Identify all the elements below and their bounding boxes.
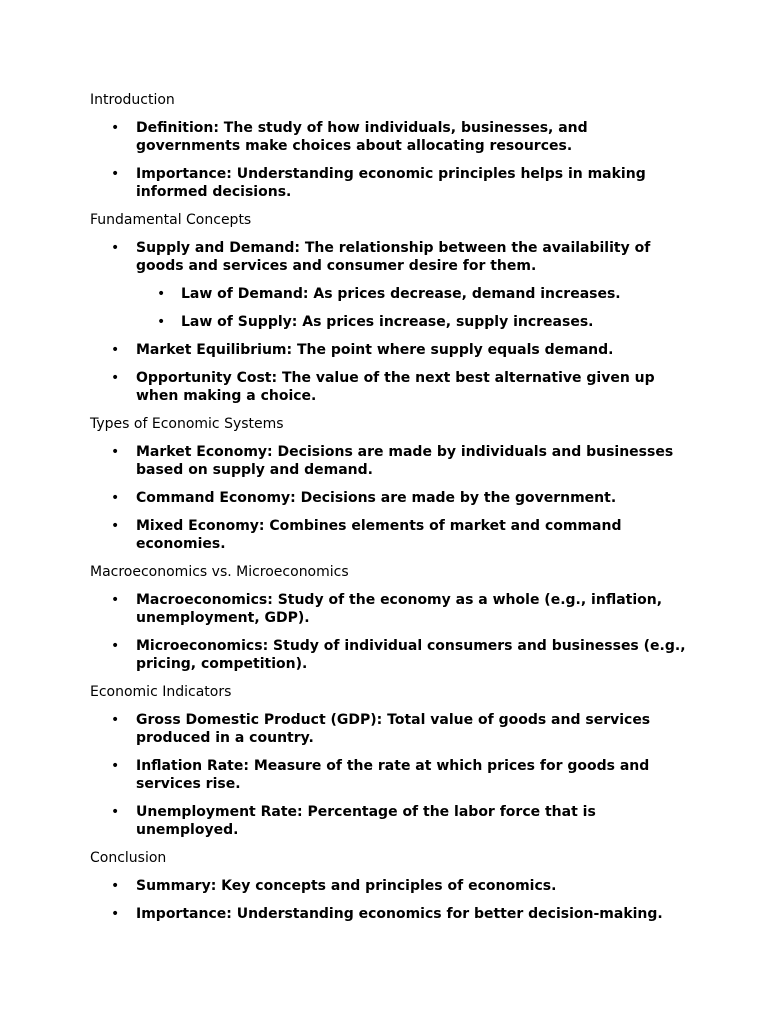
bullet-list-macro-vs-micro (90, 591, 690, 673)
bullet-list-introduction (90, 119, 690, 201)
list-item: • Market Equilibrium: The point where supply equals demand. (90, 341, 690, 359)
list-item: • Macroeconomics: Study of the economy as a whole (e.g., inflation, unemployment, GDP). (90, 591, 690, 627)
list-item: • Mixed Economy: Combines elements of market and command economies. (90, 517, 690, 553)
list-item: • Market Economy: Decisions are made by individuals and businesses based on supply and demand. (90, 443, 690, 479)
list-item: • Inflation Rate: Measure of the rate at which prices for goods and services rise. (90, 757, 690, 793)
list-item: • Summary: Key concepts and principles of economics. (90, 877, 690, 895)
sub-bullet-list (136, 285, 690, 331)
list-item: • Importance: Understanding economics for better decision-making. (90, 905, 690, 923)
list-item-text: Supply and Demand: The relationship between the availability of goods and services and consumer desire for them. (136, 240, 651, 274)
section-heading-fundamental-concepts: Fundamental Concepts (90, 212, 252, 228)
document-content (90, 91, 690, 933)
bullet-list-economic-systems (90, 443, 690, 553)
section-heading-economic-indicators: Economic Indicators (90, 684, 232, 700)
section-heading-macro-vs-micro: Macroeconomics vs. Microeconomics (90, 564, 349, 580)
section-heading-economic-systems: Types of Economic Systems (90, 416, 284, 432)
list-item: • Definition: The study of how individuals, businesses, and governments make choices about allocating resources. (90, 119, 690, 155)
bullet-list-fundamental-concepts (90, 239, 690, 405)
sub-list-item: • Law of Demand: As prices decrease, demand increases. (136, 285, 690, 303)
section-heading-introduction: Introduction (90, 92, 175, 108)
list-item: • Opportunity Cost: The value of the next best alternative given up when making a choice. (90, 369, 690, 405)
bullet-list-conclusion (90, 877, 690, 923)
sub-list-item: • Law of Supply: As prices increase, supply increases. (136, 313, 690, 331)
list-item: • Unemployment Rate: Percentage of the labor force that is unemployed. (90, 803, 690, 839)
list-item: • Importance: Understanding economic principles helps in making informed decisions. (90, 165, 690, 201)
list-item: • Command Economy: Decisions are made by the government. (90, 489, 690, 507)
section-heading-conclusion: Conclusion (90, 850, 167, 866)
list-item (90, 239, 690, 331)
bullet-list-economic-indicators (90, 711, 690, 839)
list-item: • Microeconomics: Study of individual consumers and businesses (e.g., pricing, competition). (90, 637, 690, 673)
list-item: • Gross Domestic Product (GDP): Total value of goods and services produced in a country. (90, 711, 690, 747)
